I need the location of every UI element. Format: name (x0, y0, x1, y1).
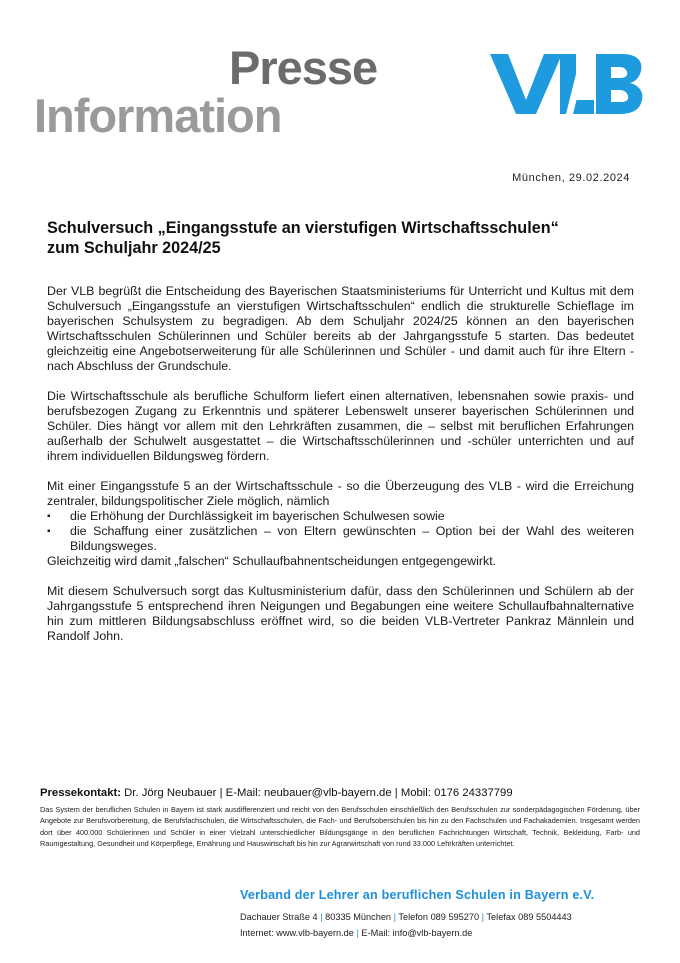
list-item (47, 509, 634, 524)
footer-city: 80335 München (325, 912, 392, 922)
bullet-icon: ▪ (47, 511, 51, 522)
separator: | (320, 912, 323, 922)
header-information: Information (34, 89, 282, 142)
paragraph-2: Die Wirtschaftsschule als berufliche Schulform liefert einen alternativen, lebensnahen sowie praxis- und berufsbezogen Zugang zu Erkenntnis und späterer Lebenswelt unserer bayerischen Schülerinnen und Schüler. Dies hängt vor allem mit den Lehrkräften zusammen, die – selbst mit beruflichen Erfahrungen außerhalb der Schulwelt ausgestattet – die Wirtschaftsschülerinnen und -schüler unterrichten und auf ihrem individuellen Bildungsweg fördern. (47, 389, 634, 463)
press-title (47, 218, 637, 258)
separator: | (393, 912, 396, 922)
press-contact-label: Pressekontakt: (40, 787, 121, 799)
footer-email-link[interactable]: E-Mail: info@vlb-bayern.de (361, 928, 473, 938)
footer-web (240, 928, 472, 938)
paragraph-closing: Mit diesem Schulversuch sorgt das Kultusministerium dafür, dass den Schülerinnen und Schülern ab der Jahrgangsstufe 5 entsprechend ihren Neigungen und Begabungen eine weitere Schullaufbahnalternative hin zum mittleren Bildungsabschluss eröffnet wird, so die beiden VLB-Vertreter Pankraz Männlein und Randolf John. (47, 584, 634, 643)
paragraph-after-list: Gleichzeitig wird damit „falschen“ Schullaufbahnentscheidungen entgegengewirkt. (47, 554, 497, 568)
list-item (47, 524, 634, 554)
paragraph-3: Mit einer Eingangsstufe 5 an der Wirtschaftsschule - so die Überzeugung des VLB - wird die Erreichung zentraler, bildungspolitischer Ziele möglich, nämlich (47, 479, 634, 508)
bullet-icon: ▪ (47, 526, 51, 537)
footer-internet-link[interactable]: Internet: www.vlb-bayern.de (240, 928, 354, 938)
header-presse: Presse (229, 41, 378, 94)
press-contact (40, 787, 640, 799)
press-title-line-2: zum Schuljahr 2024/25 (47, 239, 221, 257)
vlb-logo (490, 50, 645, 118)
separator: | (356, 928, 359, 938)
goals-list (47, 509, 634, 554)
press-body (47, 284, 634, 659)
list-item-text: die Erhöhung der Durchlässigkeit im bayerischen Schulwesen sowie (70, 509, 445, 523)
paragraph-1: Der VLB begrüßt die Entscheidung des Bayerischen Staatsministeriums für Unterricht und Kultus mit dem Schulversuch „Eingangsstufe an vierstufigen Wirtschaftsschulen“ endlich die strukturelle Schieflage im bayerischen Schulsystem zu begradigen. Ab dem Schuljahr 2024/25 können an den bayerischen Wirtschaftsschulen Schülerinnen und Schüler bereits ab der Jahrgangsstufe 5 starten. Das bedeutet gleichzeitig eine Angebotserweiterung für alle Schülerinnen und Schüler - und damit auch für ihre Eltern - nach Abschluss der Grundschule. (47, 284, 634, 373)
press-contact-details: Dr. Jörg Neubauer | E-Mail: neubauer@vlb-bayern.de | Mobil: 0176 24337799 (121, 787, 513, 799)
footer-street: Dachauer Straße 4 (240, 912, 318, 922)
disclaimer: Das System der beruflichen Schulen in Bayern ist stark ausdifferenziert und reicht von den Berufsschulen einschließlich den Berufsschulen zur sonderpädagogischen Förderung, über Angebote zur Berufsvorbereitung, die Berufsfachschulen, die Wirtschaftsschulen, die Fach- und Berufsoberschulen bis hin zu den Fachschulen und Fachakademien. Insgesamt werden dort über 400.000 Schülerinnen und Schüler in einer Vielzahl unterschiedlicher Bildungsgänge in den beruflichen Fachrichtungen Wirtschaft, Technik, Bekleidung, Farb- und Raumgestaltung, Gesundheit und Körperpflege, Ernährung und Hauswirtschaft bis hin zur Agrarwirtschaft von rund 33.000 Lehrkräften unterrichtet. (40, 805, 640, 848)
press-date: München, 29.02.2024 (512, 172, 630, 184)
press-title-line-1: Schulversuch „Eingangsstufe an vierstufigen Wirtschaftsschulen“ (47, 219, 559, 237)
footer-phone: Telefon 089 595270 (398, 912, 480, 922)
footer-fax: Telefax 089 5504443 (486, 912, 572, 922)
footer-org-name: Verband der Lehrer an beruflichen Schulen in Bayern e.V. (240, 888, 595, 902)
list-item-text: die Schaffung einer zusätzlichen – von Eltern gewünschten – Option bei der Wahl des weiteren Bildungsweges. (70, 524, 634, 553)
separator: | (481, 912, 485, 922)
footer-address (240, 912, 572, 922)
